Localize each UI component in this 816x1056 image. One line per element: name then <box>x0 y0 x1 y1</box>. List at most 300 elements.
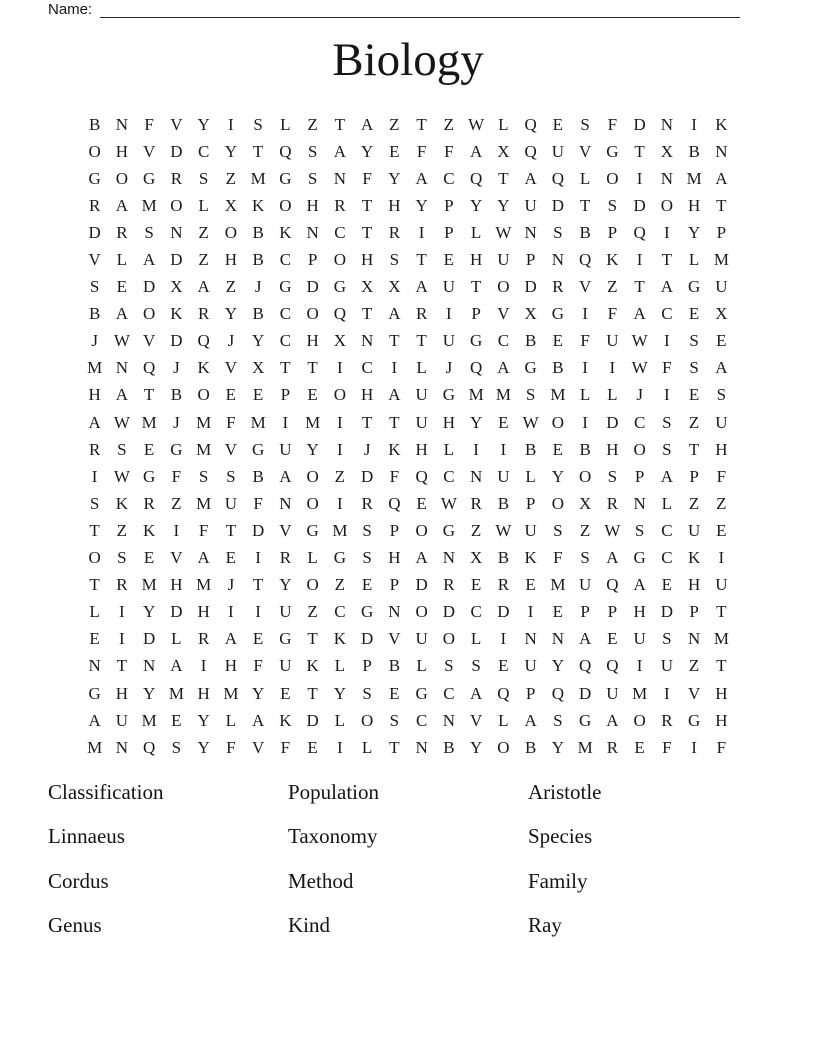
grid-letter: P <box>471 304 481 324</box>
grid-letter: Z <box>443 114 455 134</box>
grid-letter: C <box>415 710 428 730</box>
grid-letter: U <box>578 575 592 595</box>
grid-letter: W <box>113 466 130 486</box>
word-list <box>48 779 768 957</box>
grid-letter: R <box>415 304 428 324</box>
grid-letter: E <box>143 439 155 459</box>
grid-letter: P <box>389 575 400 595</box>
grid-letter: L <box>198 195 209 215</box>
grid-letter: B <box>170 385 183 405</box>
grid-letter: N <box>388 602 401 622</box>
grid-letter: E <box>552 114 564 134</box>
grid-letter: T <box>334 114 346 134</box>
grid-letter: U <box>524 195 537 215</box>
grid-letter: M <box>196 439 212 459</box>
grid-letter: A <box>715 168 728 188</box>
name-fill-line <box>100 2 740 18</box>
grid-letter: J <box>227 331 235 351</box>
grid-letter: R <box>143 493 155 513</box>
grid-letter: H <box>442 412 456 432</box>
grid-letter: M <box>686 168 702 188</box>
grid-letter: X <box>388 277 401 297</box>
grid-letter: A <box>115 385 129 405</box>
grid-letter: M <box>550 575 566 595</box>
grid-letter: C <box>661 548 673 568</box>
grid-letter: I <box>500 629 507 649</box>
grid-letter: I <box>337 737 343 757</box>
grid-letter: D <box>251 520 265 540</box>
grid-letter: T <box>143 385 155 405</box>
grid-letter: D <box>633 114 646 134</box>
grid-letter: M <box>632 683 648 703</box>
grid-letter: F <box>144 114 154 134</box>
grid-letter: J <box>91 331 98 351</box>
word-bank-item: Classification <box>48 780 164 804</box>
grid-letter: Y <box>551 737 565 757</box>
grid-letter: M <box>468 385 484 405</box>
grid-letter: Q <box>388 493 401 513</box>
grid-letter: L <box>225 710 237 730</box>
grid-letter: A <box>415 548 428 568</box>
grid-letter: C <box>334 602 346 622</box>
grid-letter: Y <box>333 683 347 703</box>
grid-letter: N <box>115 114 129 134</box>
grid-letter: I <box>255 602 261 622</box>
grid-letter: S <box>144 222 154 242</box>
grid-letter: U <box>715 412 728 432</box>
grid-letter: O <box>88 141 101 161</box>
grid-letter: M <box>141 575 157 595</box>
grid-letter: Z <box>579 520 591 540</box>
grid-letter: V <box>469 710 483 730</box>
grid-letter: Z <box>225 277 237 297</box>
grid-letter: Y <box>551 656 565 676</box>
grid-letter: L <box>661 493 673 513</box>
grid-letter: Y <box>197 710 210 730</box>
grid-letter: L <box>334 710 346 730</box>
grid-letter: L <box>579 385 591 405</box>
grid-letter: J <box>254 277 262 297</box>
grid-letter: Y <box>469 412 483 432</box>
grid-letter: O <box>279 195 292 215</box>
grid-letter: O <box>578 466 592 486</box>
grid-letter: M <box>713 250 729 270</box>
grid-letter: N <box>415 737 428 757</box>
grid-letter: U <box>497 250 510 270</box>
word-bank-item: Population <box>288 780 380 804</box>
grid-letter: Q <box>197 331 210 351</box>
grid-letter: S <box>198 168 209 188</box>
grid-letter: N <box>551 629 565 649</box>
grid-letter: I <box>282 412 289 432</box>
grid-letter: N <box>306 222 319 242</box>
grid-letter: E <box>307 737 318 757</box>
grid-letter: N <box>333 168 347 188</box>
grid-letter: H <box>306 195 319 215</box>
grid-letter: I <box>582 304 588 324</box>
grid-letter: L <box>361 737 373 757</box>
grid-letter: M <box>305 412 321 432</box>
grid-letter: A <box>578 629 592 649</box>
grid-letter: B <box>524 331 537 351</box>
grid-letter: T <box>470 277 482 297</box>
grid-letter: I <box>418 222 425 242</box>
grid-letter: D <box>88 222 101 242</box>
grid-letter: M <box>141 195 157 215</box>
grid-letter: U <box>442 277 456 297</box>
grid-letter: Y <box>306 439 319 459</box>
grid-letter: U <box>415 412 428 432</box>
grid-letter: F <box>198 520 209 540</box>
grid-letter: I <box>664 222 670 242</box>
grid-letter: I <box>636 250 643 270</box>
grid-letter: R <box>279 548 292 568</box>
grid-letter: R <box>443 575 455 595</box>
grid-letter: W <box>495 222 512 242</box>
grid-letter: M <box>713 629 729 649</box>
grid-letter: E <box>389 683 400 703</box>
grid-letter: E <box>89 629 100 649</box>
grid-letter: D <box>578 683 592 703</box>
grid-letter: N <box>687 629 701 649</box>
grid-letter: L <box>688 250 700 270</box>
grid-letter: D <box>660 602 674 622</box>
grid-letter: T <box>361 304 373 324</box>
grid-letter: R <box>361 493 373 513</box>
grid-letter: F <box>253 493 263 513</box>
grid-letter: E <box>634 737 645 757</box>
grid-letter: I <box>119 602 125 622</box>
grid-letter: P <box>444 195 454 215</box>
grid-letter: R <box>197 304 210 324</box>
grid-letter: O <box>606 168 619 188</box>
grid-letter: O <box>497 277 510 297</box>
grid-letter: H <box>687 195 701 215</box>
grid-letter: E <box>225 548 237 568</box>
grid-letter: E <box>661 575 673 595</box>
grid-letter: N <box>469 466 483 486</box>
word-bank-item: Taxonomy <box>288 824 378 849</box>
grid-letter: T <box>389 737 400 757</box>
grid-letter: L <box>579 168 591 188</box>
grid-letter: U <box>524 656 537 676</box>
grid-letter: I <box>636 168 643 188</box>
grid-letter: T <box>716 602 727 622</box>
grid-letter: I <box>691 737 697 757</box>
grid-letter: R <box>170 168 183 188</box>
grid-letter: M <box>495 385 511 405</box>
grid-letter: G <box>442 385 456 405</box>
grid-letter: C <box>443 168 455 188</box>
grid-letter: I <box>119 629 125 649</box>
grid-letter: C <box>279 250 292 270</box>
grid-letter: K <box>687 548 701 568</box>
grid-letter: C <box>334 222 346 242</box>
grid-letter: F <box>444 141 454 161</box>
grid-letter: L <box>470 222 482 242</box>
grid-letter: U <box>415 385 428 405</box>
word-bank-item: Ray <box>528 913 562 938</box>
grid-letter: U <box>687 520 701 540</box>
grid-letter: A <box>524 168 537 188</box>
grid-letter: S <box>689 331 699 351</box>
grid-letter: D <box>306 277 319 297</box>
grid-letter: E <box>716 520 727 540</box>
grid-letter: Q <box>279 141 292 161</box>
grid-letter: F <box>716 737 727 757</box>
grid-letter: S <box>389 250 400 270</box>
grid-letter: U <box>279 656 292 676</box>
grid-letter: S <box>716 385 727 405</box>
grid-letter: E <box>171 710 182 730</box>
grid-letter: G <box>251 439 265 459</box>
grid-letter: X <box>224 195 238 215</box>
grid-letter: G <box>360 602 374 622</box>
grid-letter: I <box>691 114 697 134</box>
grid-letter: Z <box>198 222 209 242</box>
grid-letter: L <box>498 114 509 134</box>
grid-letter: G <box>170 439 183 459</box>
grid-letter: C <box>633 412 646 432</box>
grid-letter: I <box>391 358 398 378</box>
grid-letter: G <box>88 168 101 188</box>
grid-letter: G <box>687 277 701 297</box>
grid-letter: F <box>607 114 618 134</box>
grid-letter: C <box>279 331 292 351</box>
grid-letter: K <box>279 222 292 242</box>
grid-letter: D <box>170 602 183 622</box>
grid-letter: X <box>251 358 265 378</box>
grid-letter: U <box>279 602 292 622</box>
grid-letter: Q <box>469 358 483 378</box>
grid-letter: H <box>360 385 374 405</box>
grid-letter: L <box>116 250 128 270</box>
grid-letter: Q <box>497 683 510 703</box>
grid-letter: X <box>333 331 347 351</box>
grid-letter: U <box>606 331 619 351</box>
grid-letter: H <box>715 710 728 730</box>
grid-letter: E <box>307 385 318 405</box>
grid-letter: J <box>636 385 643 405</box>
grid-letter: P <box>280 385 291 405</box>
grid-letter: B <box>688 141 700 161</box>
grid-letter: Q <box>142 358 156 378</box>
grid-letter: F <box>171 466 182 486</box>
grid-letter: S <box>553 222 563 242</box>
grid-letter: U <box>606 683 619 703</box>
grid-letter: E <box>143 548 155 568</box>
grid-letter: N <box>88 656 101 676</box>
grid-letter: U <box>660 656 674 676</box>
grid-letter: Q <box>524 114 537 134</box>
grid-letter: T <box>361 195 373 215</box>
grid-letter: W <box>522 412 539 432</box>
grid-letter: J <box>363 439 371 459</box>
grid-letter: G <box>279 168 292 188</box>
grid-letter: R <box>334 195 346 215</box>
grid-letter: A <box>715 358 728 378</box>
grid-letter: R <box>470 493 482 513</box>
grid-letter: J <box>173 412 180 432</box>
grid-letter: F <box>416 141 427 161</box>
grid-letter: M <box>196 575 212 595</box>
grid-letter: E <box>225 385 237 405</box>
grid-letter: I <box>582 358 588 378</box>
grid-letter: G <box>578 710 592 730</box>
grid-letter: T <box>361 222 373 242</box>
grid-letter: A <box>197 277 210 297</box>
grid-letter: S <box>362 548 372 568</box>
grid-letter: D <box>170 250 183 270</box>
grid-letter: M <box>141 412 157 432</box>
grid-letter: M <box>168 683 184 703</box>
grid-letter: A <box>197 548 210 568</box>
grid-letter: P <box>607 602 618 622</box>
grid-letter: D <box>524 277 537 297</box>
grid-letter: N <box>551 250 565 270</box>
grid-letter: Z <box>470 520 482 540</box>
grid-letter: V <box>142 331 156 351</box>
grid-letter: S <box>553 710 563 730</box>
grid-letter: N <box>524 629 537 649</box>
grid-letter: A <box>415 168 428 188</box>
grid-letter: J <box>173 358 180 378</box>
grid-letter: Q <box>551 683 565 703</box>
grid-letter: D <box>306 710 319 730</box>
grid-letter: A <box>170 656 183 676</box>
grid-letter: Y <box>251 683 265 703</box>
grid-letter: K <box>170 304 183 324</box>
grid-letter: O <box>197 385 210 405</box>
grid-letter: O <box>306 575 319 595</box>
grid-letter: O <box>115 168 129 188</box>
grid-letter: V <box>279 520 292 540</box>
grid-letter: T <box>498 168 509 188</box>
grid-letter: O <box>551 412 565 432</box>
grid-letter: K <box>251 195 265 215</box>
grid-letter: F <box>716 466 727 486</box>
grid-letter: P <box>607 222 618 242</box>
grid-letter: Y <box>687 222 701 242</box>
grid-letter: I <box>609 358 616 378</box>
grid-letter: G <box>442 520 456 540</box>
grid-letter: O <box>415 602 428 622</box>
grid-letter: Y <box>224 141 238 161</box>
grid-letter: G <box>142 466 156 486</box>
grid-letter: C <box>497 331 510 351</box>
grid-letter: B <box>88 114 101 134</box>
grid-letter: U <box>115 710 129 730</box>
grid-letter: H <box>633 602 646 622</box>
grid-letter: D <box>142 277 156 297</box>
grid-letter: S <box>198 466 209 486</box>
grid-letter: V <box>251 737 265 757</box>
grid-letter: D <box>142 629 156 649</box>
grid-letter: H <box>687 575 701 595</box>
grid-letter: S <box>662 412 672 432</box>
grid-letter: E <box>607 629 618 649</box>
grid-letter: E <box>280 683 291 703</box>
grid-letter: M <box>87 358 103 378</box>
grid-letter: R <box>552 277 564 297</box>
grid-letter: F <box>362 168 372 188</box>
grid-letter: A <box>524 710 537 730</box>
grid-letter: S <box>662 629 672 649</box>
grid-letter: Y <box>469 195 483 215</box>
grid-letter: A <box>115 304 129 324</box>
grid-letter: O <box>633 710 646 730</box>
grid-letter: O <box>333 250 347 270</box>
grid-letter: T <box>252 575 264 595</box>
grid-letter: E <box>498 656 509 676</box>
grid-letter: A <box>633 575 646 595</box>
grid-letter: B <box>524 439 537 459</box>
grid-letter: L <box>307 548 318 568</box>
grid-letter: N <box>660 168 674 188</box>
grid-letter: E <box>552 602 564 622</box>
grid-letter: G <box>524 358 537 378</box>
grid-letter: O <box>306 304 319 324</box>
grid-letter: A <box>388 304 401 324</box>
grid-letter: E <box>443 250 455 270</box>
word-bank-item: Linnaeus <box>48 824 125 849</box>
grid-letter: Z <box>334 466 346 486</box>
grid-letter: Y <box>142 602 156 622</box>
grid-letter: B <box>579 439 591 459</box>
grid-letter: T <box>416 331 427 351</box>
grid-letter: Y <box>551 466 565 486</box>
grid-letter: B <box>443 737 455 757</box>
grid-letter: Z <box>225 168 237 188</box>
grid-letter: R <box>88 195 101 215</box>
grid-letter: X <box>170 277 183 297</box>
grid-letter: S <box>362 520 372 540</box>
grid-letter: O <box>442 629 456 649</box>
grid-letter: V <box>170 548 183 568</box>
grid-letter: U <box>633 629 646 649</box>
grid-letter: N <box>115 737 129 757</box>
grid-letter: H <box>715 683 728 703</box>
grid-letter: M <box>196 412 212 432</box>
grid-letter: Z <box>171 493 182 513</box>
grid-letter: U <box>551 141 565 161</box>
grid-letter: V <box>578 141 592 161</box>
grid-letter: V <box>388 629 401 649</box>
grid-letter: B <box>252 250 264 270</box>
grid-letter: N <box>715 141 728 161</box>
grid-letter: P <box>580 602 590 622</box>
grid-letter: A <box>224 629 238 649</box>
grid-letter: V <box>224 439 238 459</box>
grid-letter: Z <box>334 575 346 595</box>
grid-letter: B <box>524 737 537 757</box>
grid-letter: A <box>115 195 129 215</box>
grid-letter: T <box>416 250 427 270</box>
grid-letter: T <box>389 412 400 432</box>
grid-letter: L <box>280 114 291 134</box>
grid-letter: X <box>524 304 537 324</box>
grid-letter: S <box>634 520 645 540</box>
grid-letter: A <box>606 710 619 730</box>
grid-letter: X <box>360 277 374 297</box>
grid-letter: V <box>142 141 156 161</box>
grid-letter: I <box>337 493 343 513</box>
grid-letter: T <box>661 250 673 270</box>
grid-letter: F <box>280 737 291 757</box>
grid-letter: J <box>227 575 235 595</box>
grid-letter: S <box>553 520 563 540</box>
grid-letter: O <box>360 710 374 730</box>
